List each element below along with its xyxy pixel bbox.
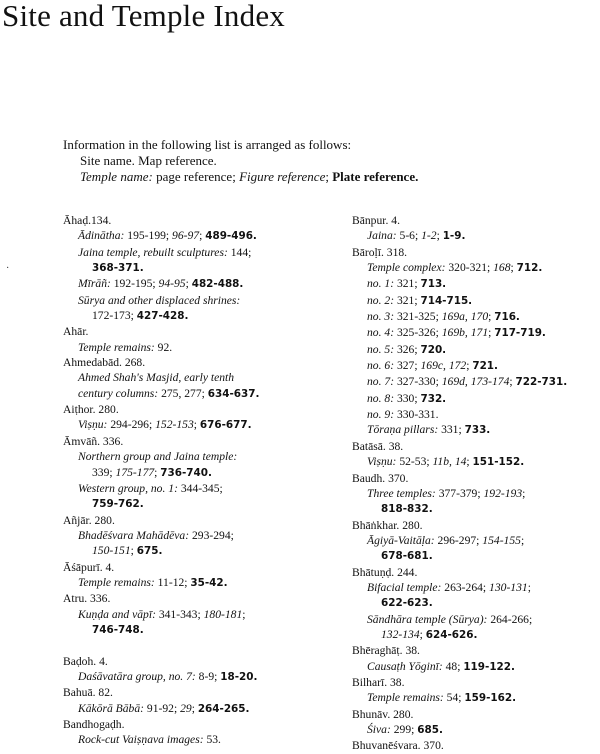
text-segment: 195-199; xyxy=(124,229,173,243)
plate-reference: 18-20. xyxy=(220,670,258,683)
temple-line xyxy=(352,228,597,244)
text-segment: 264-266; xyxy=(487,612,533,626)
site-heading xyxy=(63,685,318,700)
italic-text: Tōraṇa pillars: xyxy=(367,423,439,437)
italic-text: no. 8: xyxy=(367,391,395,405)
site-heading xyxy=(352,643,597,658)
index-entry xyxy=(352,518,597,565)
italic-text: 154-155 xyxy=(482,533,521,547)
italic-text: Jaina: xyxy=(367,229,397,243)
italic-text: 169b, 171 xyxy=(441,326,489,340)
site-heading xyxy=(352,518,597,533)
text-segment: 192-195; xyxy=(110,277,159,291)
index-entry xyxy=(352,565,597,644)
italic-text: 11b, 14 xyxy=(432,455,467,469)
italic-text: Bifacial temple: xyxy=(367,580,442,594)
text-segment: Bhāṅkhar. 280. xyxy=(352,518,423,532)
reference-continuation xyxy=(63,260,318,276)
text-segment: 326; xyxy=(394,342,421,356)
temple-line xyxy=(63,417,318,433)
text-segment: 52-53; xyxy=(396,455,433,469)
text-segment: ; xyxy=(199,229,206,243)
text-segment: Bānpur. 4. xyxy=(352,214,400,227)
plate-reference: 489-496. xyxy=(205,230,257,243)
italic-text: 169c, 172 xyxy=(420,359,467,373)
text-segment: Āmvāñ. 336. xyxy=(63,434,124,448)
italic-text: Three temples: xyxy=(367,486,436,500)
temple-line xyxy=(352,293,597,309)
text-segment: 344-345; xyxy=(177,481,223,495)
site-heading xyxy=(63,513,318,528)
italic-text: Viṣṇu: xyxy=(367,455,397,469)
intro-block xyxy=(63,137,418,185)
text-segment: 330; xyxy=(394,391,421,405)
index-entry xyxy=(352,738,597,753)
index-entry xyxy=(63,402,318,434)
italic-text: 132-134 xyxy=(381,627,420,641)
text-segment: Bahuā. 82. xyxy=(63,686,113,700)
site-heading xyxy=(63,324,318,339)
italic-text: no. 2: xyxy=(367,293,395,307)
italic-text: Mīrāñ: xyxy=(78,277,111,291)
italic-text: no. 5: xyxy=(367,342,395,356)
site-heading xyxy=(63,654,318,669)
text-segment: ; xyxy=(191,701,198,715)
italic-text: Temple remains: xyxy=(78,340,155,354)
temple-line xyxy=(352,690,597,706)
italic-text: no. 7: xyxy=(367,375,395,389)
text-segment: Bāroḷī. 318. xyxy=(352,245,408,259)
italic-text: Viṣṇu: xyxy=(78,418,108,432)
italic-text: Bhadēśvara Mahādēva: xyxy=(78,528,190,542)
italic-text: Śiva: xyxy=(367,723,391,736)
plate-reference: 151-152. xyxy=(472,456,525,469)
italic-text: 96-97 xyxy=(172,229,200,243)
text-segment: Bilharī. 38. xyxy=(352,675,405,689)
italic-text: 175-177 xyxy=(115,465,155,479)
plate-reference: 712. xyxy=(516,262,543,275)
site-heading xyxy=(63,717,318,732)
text-segment: 91-92; xyxy=(144,701,181,715)
plate-reference: 720. xyxy=(420,343,447,356)
text-segment: 320-321; xyxy=(445,261,494,275)
text-segment: ; xyxy=(154,465,161,479)
text-segment: ; xyxy=(520,533,525,547)
index-entry xyxy=(63,434,318,513)
intro-separator: ; xyxy=(325,169,333,184)
italic-text: 169d, 173-174 xyxy=(441,375,510,389)
temple-line xyxy=(352,580,597,595)
text-segment: Añjār. 280. xyxy=(63,513,115,527)
temple-line xyxy=(63,575,318,591)
site-heading xyxy=(352,738,597,753)
plate-reference: 721. xyxy=(472,360,498,373)
site-heading xyxy=(63,560,318,575)
italic-text: Western group, no. 1: xyxy=(78,481,178,495)
temple-line xyxy=(352,454,597,470)
plate-reference: 716. xyxy=(494,311,520,324)
text-segment: ; xyxy=(510,261,517,275)
italic-text: Sūrya and other displaced shrines: xyxy=(78,293,241,307)
plate-reference: 717-719. xyxy=(494,327,546,340)
intro-temple-name-label: Temple name: xyxy=(80,169,153,184)
site-heading xyxy=(352,245,597,260)
plate-reference: 736-740. xyxy=(160,466,212,479)
index-entry xyxy=(63,560,318,592)
plate-reference: 714-715. xyxy=(420,294,473,307)
text-segment: ; xyxy=(527,580,531,594)
plate-reference: 818-832. xyxy=(381,503,433,516)
temple-line xyxy=(63,370,318,385)
temple-line xyxy=(352,309,597,325)
text-segment: 275, 277; xyxy=(158,386,208,400)
temple-line xyxy=(63,293,318,308)
italic-text: no. 4: xyxy=(367,326,395,340)
italic-text: Daśāvatāra group, no. 7: xyxy=(78,669,196,683)
reference-continuation xyxy=(63,543,318,559)
index-entry xyxy=(63,591,318,638)
text-segment: Āśāpurī. 4. xyxy=(63,560,115,574)
text-segment: 321; xyxy=(394,277,421,291)
text-segment: ; xyxy=(242,607,246,621)
plate-reference: 722-731. xyxy=(515,376,568,389)
reference-continuation xyxy=(352,548,597,564)
intro-plate-reference-label: Plate reference. xyxy=(332,169,419,184)
italic-text: Ahmed Shah's Masjid, early tenth xyxy=(78,371,235,385)
index-entry xyxy=(63,513,318,560)
text-segment: 327; xyxy=(394,359,421,373)
italic-text: Jaina temple, rebuilt sculptures: xyxy=(78,245,228,259)
italic-text: Sāndhāra temple (Sūrya): xyxy=(367,612,488,626)
text-segment: Atru. 336. xyxy=(63,592,111,606)
temple-line xyxy=(352,407,597,422)
reference-continuation xyxy=(352,501,597,517)
italic-text: Ādinātha: xyxy=(78,229,125,243)
text-segment: Bhunāv. 280. xyxy=(352,707,414,721)
temple-line xyxy=(63,607,318,622)
plate-reference: 733. xyxy=(464,424,491,437)
temple-line xyxy=(352,325,597,341)
text-segment: 5-6; xyxy=(396,229,422,243)
text-segment: Bandhogaḍh. xyxy=(63,718,125,731)
text-segment: 327-330; xyxy=(394,375,442,389)
text-segment: 321-325; xyxy=(394,310,442,324)
temple-line xyxy=(63,245,318,260)
italic-text: 1-2 xyxy=(421,229,437,243)
site-heading xyxy=(63,355,318,370)
italic-text: Āgiyā-Vaitāḷa: xyxy=(367,533,435,547)
plate-reference: 676-677. xyxy=(199,419,252,432)
text-segment: Bhēraghāṭ. 38. xyxy=(352,644,420,658)
italic-text: 169a, 170 xyxy=(441,310,489,324)
temple-line xyxy=(352,422,597,438)
text-segment: 296-297; xyxy=(434,533,483,547)
text-segment: Baudh. 370. xyxy=(352,471,409,485)
temple-line xyxy=(352,374,597,390)
index-entry xyxy=(352,707,597,739)
text-segment: 172-173; xyxy=(92,309,137,323)
text-segment: ; xyxy=(466,359,473,373)
plate-reference: 622-623. xyxy=(381,597,433,610)
text-segment: 330-331. xyxy=(394,408,439,422)
italic-text: 29 xyxy=(180,701,192,715)
text-segment: 293-294; xyxy=(189,528,234,542)
italic-text: no. 6: xyxy=(367,359,395,373)
text-segment: ; xyxy=(488,326,495,340)
italic-text: 168 xyxy=(493,261,511,275)
text-segment: 92. xyxy=(154,340,173,354)
temple-line xyxy=(63,481,318,496)
italic-text: 130-131 xyxy=(489,580,528,594)
plate-reference: 675. xyxy=(136,545,163,558)
text-segment: 377-379; xyxy=(435,486,484,500)
italic-text: Causaṭh Yōginī: xyxy=(367,659,443,673)
text-segment: Ahār. xyxy=(63,325,89,339)
reference-continuation xyxy=(63,496,318,512)
site-heading xyxy=(352,471,597,486)
reference-continuation xyxy=(352,627,597,643)
stray-mark: · xyxy=(6,263,10,274)
text-segment: Ahmedabād. 268. xyxy=(63,356,146,370)
intro-figure-reference-label: Figure reference xyxy=(239,169,326,184)
plate-reference: 732. xyxy=(420,392,447,405)
site-heading xyxy=(352,439,597,454)
italic-text: 192-193 xyxy=(483,486,523,500)
italic-text: century columns: xyxy=(78,386,159,400)
site-heading xyxy=(352,565,597,580)
italic-text: no. 3: xyxy=(367,310,395,324)
temple-line xyxy=(352,722,597,738)
text-segment: 325-326; xyxy=(394,326,442,340)
intro-page-reference-label: page reference; xyxy=(152,169,240,184)
intro-line-2: Site name. Map reference. xyxy=(80,153,217,168)
text-segment: ; xyxy=(130,544,137,558)
temple-line xyxy=(352,342,597,358)
text-segment: 54; xyxy=(443,691,465,705)
text-segment: 341-343; xyxy=(155,607,204,621)
site-heading xyxy=(352,213,597,228)
italic-text: Kuṇḍa and vāpī: xyxy=(78,607,156,621)
text-segment: 144; xyxy=(227,245,252,259)
index-entry xyxy=(63,685,318,717)
index-entry xyxy=(63,654,318,686)
text-segment: ; xyxy=(419,627,426,641)
index-entry xyxy=(352,213,597,245)
plate-reference: 427-428. xyxy=(136,310,189,323)
italic-text: 152-153 xyxy=(155,418,194,432)
site-heading xyxy=(63,213,318,228)
text-segment: ; xyxy=(185,277,192,291)
italic-text: no. 9: xyxy=(367,408,395,422)
italic-text: Temple complex: xyxy=(367,261,446,275)
reference-continuation xyxy=(63,465,318,481)
index-entry xyxy=(63,324,318,355)
index-column-left xyxy=(63,213,318,748)
plate-reference: 119-122. xyxy=(463,660,515,673)
text-segment: 263-264; xyxy=(441,580,490,594)
temple-line xyxy=(352,260,597,276)
italic-text: 94-95 xyxy=(158,277,186,291)
temple-line xyxy=(352,486,597,501)
reference-continuation xyxy=(352,595,597,611)
temple-line xyxy=(63,340,318,355)
italic-text: 180-181 xyxy=(203,607,243,621)
text-segment: 321; xyxy=(394,293,421,307)
text-segment: Bhuvanēśvara. 370. xyxy=(352,739,444,753)
plate-reference: 634-637. xyxy=(207,387,260,400)
page-title: Site and Temple Index xyxy=(2,0,285,33)
plate-reference: 482-488. xyxy=(191,278,244,291)
text-segment: 331; xyxy=(438,423,465,437)
italic-text: Temple remains: xyxy=(78,575,155,589)
temple-line xyxy=(63,276,318,292)
plate-reference: 678-681. xyxy=(381,550,433,563)
temple-line xyxy=(63,449,318,464)
plate-reference: 624-626. xyxy=(425,628,478,641)
index-entry xyxy=(63,717,318,748)
site-heading xyxy=(352,675,597,690)
site-heading xyxy=(352,707,597,722)
index-entry xyxy=(63,213,318,324)
intro-line-3 xyxy=(63,169,418,185)
index-entry xyxy=(352,245,597,439)
italic-text: 150-151 xyxy=(92,544,131,558)
temple-line xyxy=(63,701,318,717)
plate-reference: 713. xyxy=(420,278,447,291)
temple-line xyxy=(352,659,597,675)
temple-line xyxy=(352,276,597,292)
temple-line xyxy=(63,386,318,402)
text-segment: ; xyxy=(193,418,200,432)
plate-reference: 159-162. xyxy=(464,692,517,705)
text-segment: 339; xyxy=(92,465,116,479)
temple-line xyxy=(352,533,597,548)
text-segment: ; xyxy=(509,375,516,389)
plate-reference: 746-748. xyxy=(92,623,144,636)
temple-line xyxy=(63,528,318,543)
text-segment: 299; xyxy=(390,723,418,736)
text-segment: Aiṭhor. 280. xyxy=(63,403,119,417)
text-segment: Baḍoh. 4. xyxy=(63,654,108,668)
text-segment: 8-9; xyxy=(195,669,221,683)
text-segment: 53. xyxy=(203,733,221,747)
italic-text: Rock-cut Vaiṣṇava images: xyxy=(78,733,204,747)
index-column-right xyxy=(352,213,597,754)
text-segment: ; xyxy=(466,455,473,469)
index-entry xyxy=(352,643,597,675)
site-heading xyxy=(63,591,318,606)
text-segment: 48; xyxy=(442,659,464,673)
plate-reference: 685. xyxy=(417,724,443,736)
index-entry xyxy=(352,439,597,471)
plate-reference: 759-762. xyxy=(92,498,144,511)
temple-line xyxy=(352,612,597,627)
text-segment: ; xyxy=(522,486,526,500)
index-entry xyxy=(352,675,597,707)
italic-text: Temple remains: xyxy=(367,691,444,705)
text-segment: ; xyxy=(488,310,495,324)
temple-line xyxy=(63,669,318,685)
italic-text: Kākōrā Bābā: xyxy=(78,701,145,715)
temple-line xyxy=(63,228,318,244)
text-segment: 294-296; xyxy=(107,418,156,432)
italic-text: no. 1: xyxy=(367,277,395,291)
temple-line xyxy=(352,391,597,407)
site-heading xyxy=(63,402,318,417)
plate-reference: 264-265. xyxy=(197,702,250,715)
index-entry xyxy=(352,471,597,518)
text-segment: Bhātuṇḍ. 244. xyxy=(352,565,418,579)
text-segment: Āhaḍ.134. xyxy=(63,214,112,227)
temple-line xyxy=(352,358,597,374)
index-entry xyxy=(63,355,318,402)
reference-continuation xyxy=(63,622,318,638)
italic-text: Northern group and Jaina temple: xyxy=(78,450,238,464)
plate-reference: 1-9. xyxy=(442,230,466,243)
reference-continuation xyxy=(63,308,318,324)
text-segment: 11-12; xyxy=(154,575,191,589)
plate-reference: 35-42. xyxy=(190,576,228,589)
text-segment: Batāsā. 38. xyxy=(352,439,404,453)
site-heading xyxy=(63,434,318,449)
plate-reference: 368-371. xyxy=(92,262,144,275)
text-segment: ; xyxy=(436,229,443,243)
intro-line-1: Information in the following list is arranged as follows: xyxy=(63,137,352,152)
